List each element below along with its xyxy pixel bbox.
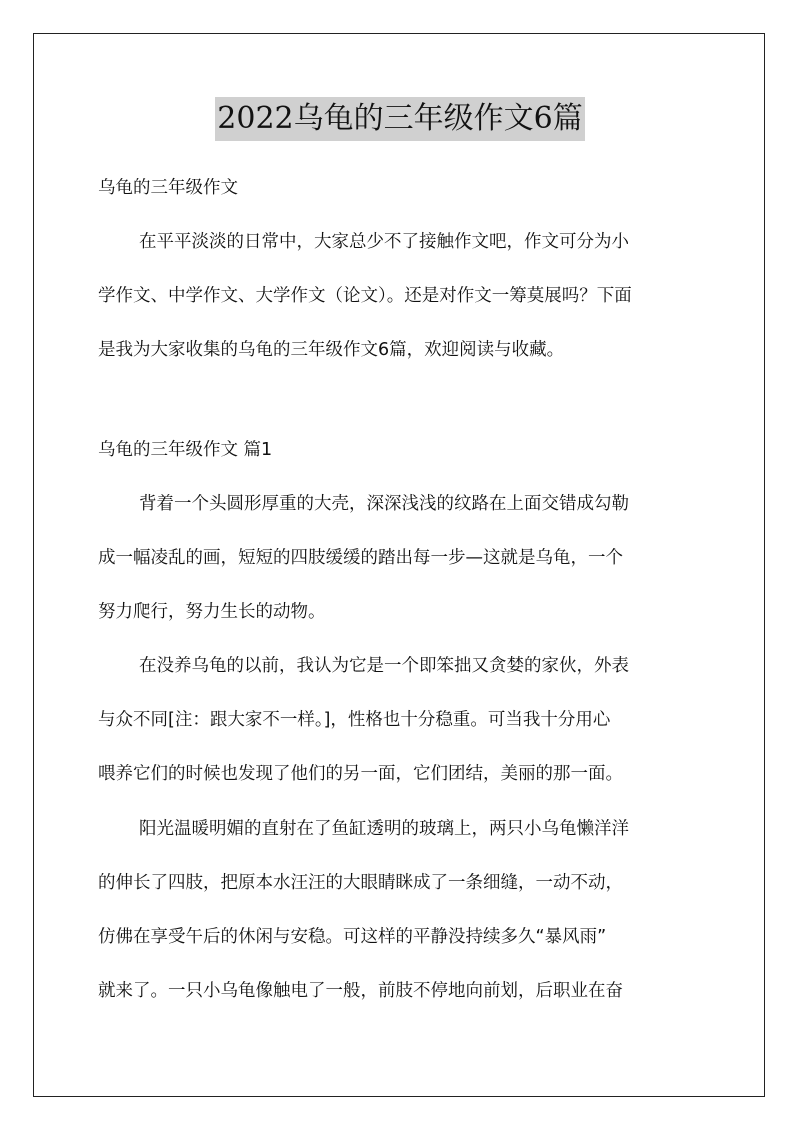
p2-line-3: 喂养它们的时候也发现了他们的另一面，它们团结，美丽的那一面。 bbox=[98, 764, 623, 784]
essay-heading: 乌龟的三年级作文 篇1 bbox=[98, 440, 273, 460]
p2-line-2: 与众不同[注：跟大家不一样。]，性格也十分稳重。可当我十分用心 bbox=[98, 710, 611, 730]
p1-line-3: 努力爬行，努力生长的动物。 bbox=[98, 602, 326, 622]
intro-line-3: 是我为大家收集的乌龟的三年级作文6篇，欢迎阅读与收藏。 bbox=[98, 340, 565, 360]
p1-line-1: 背着一个头圆形厚重的大壳，深深浅浅的纹路在上面交错成勾勒 bbox=[139, 494, 629, 514]
intro-line-2: 学作文、中学作文、大学作文（论文）。还是对作文一筹莫展吗？下面 bbox=[98, 286, 632, 306]
title-row bbox=[0, 97, 800, 141]
p3-line-2: 的伸长了四肢，把原本水汪汪的大眼睛眯成了一条细缝，一动不动， bbox=[98, 873, 623, 893]
p1-line-2: 成一幅凌乱的画，短短的四肢缓缓的踏出每一步—这就是乌龟，一个 bbox=[98, 548, 623, 568]
intro-line-1: 在平平淡淡的日常中，大家总少不了接触作文吧，作文可分为小 bbox=[139, 232, 629, 252]
p2-line-1: 在没养乌龟的以前，我认为它是一个即笨拙又贪婪的家伙，外表 bbox=[139, 656, 629, 676]
p3-line-4: 就来了。一只小乌龟像触电了一般，前肢不停地向前划，后职业在奋 bbox=[98, 981, 623, 1001]
document-title: 2022乌龟的三年级作文6篇 bbox=[215, 97, 584, 141]
p3-line-1: 阳光温暖明媚的直射在了鱼缸透明的玻璃上，两只小乌龟懒洋洋 bbox=[139, 819, 629, 839]
p3-line-3: 仿佛在享受午后的休闲与安稳。可这样的平静没持续多久“暴风雨” bbox=[98, 927, 607, 947]
section-heading: 乌龟的三年级作文 bbox=[98, 178, 238, 198]
